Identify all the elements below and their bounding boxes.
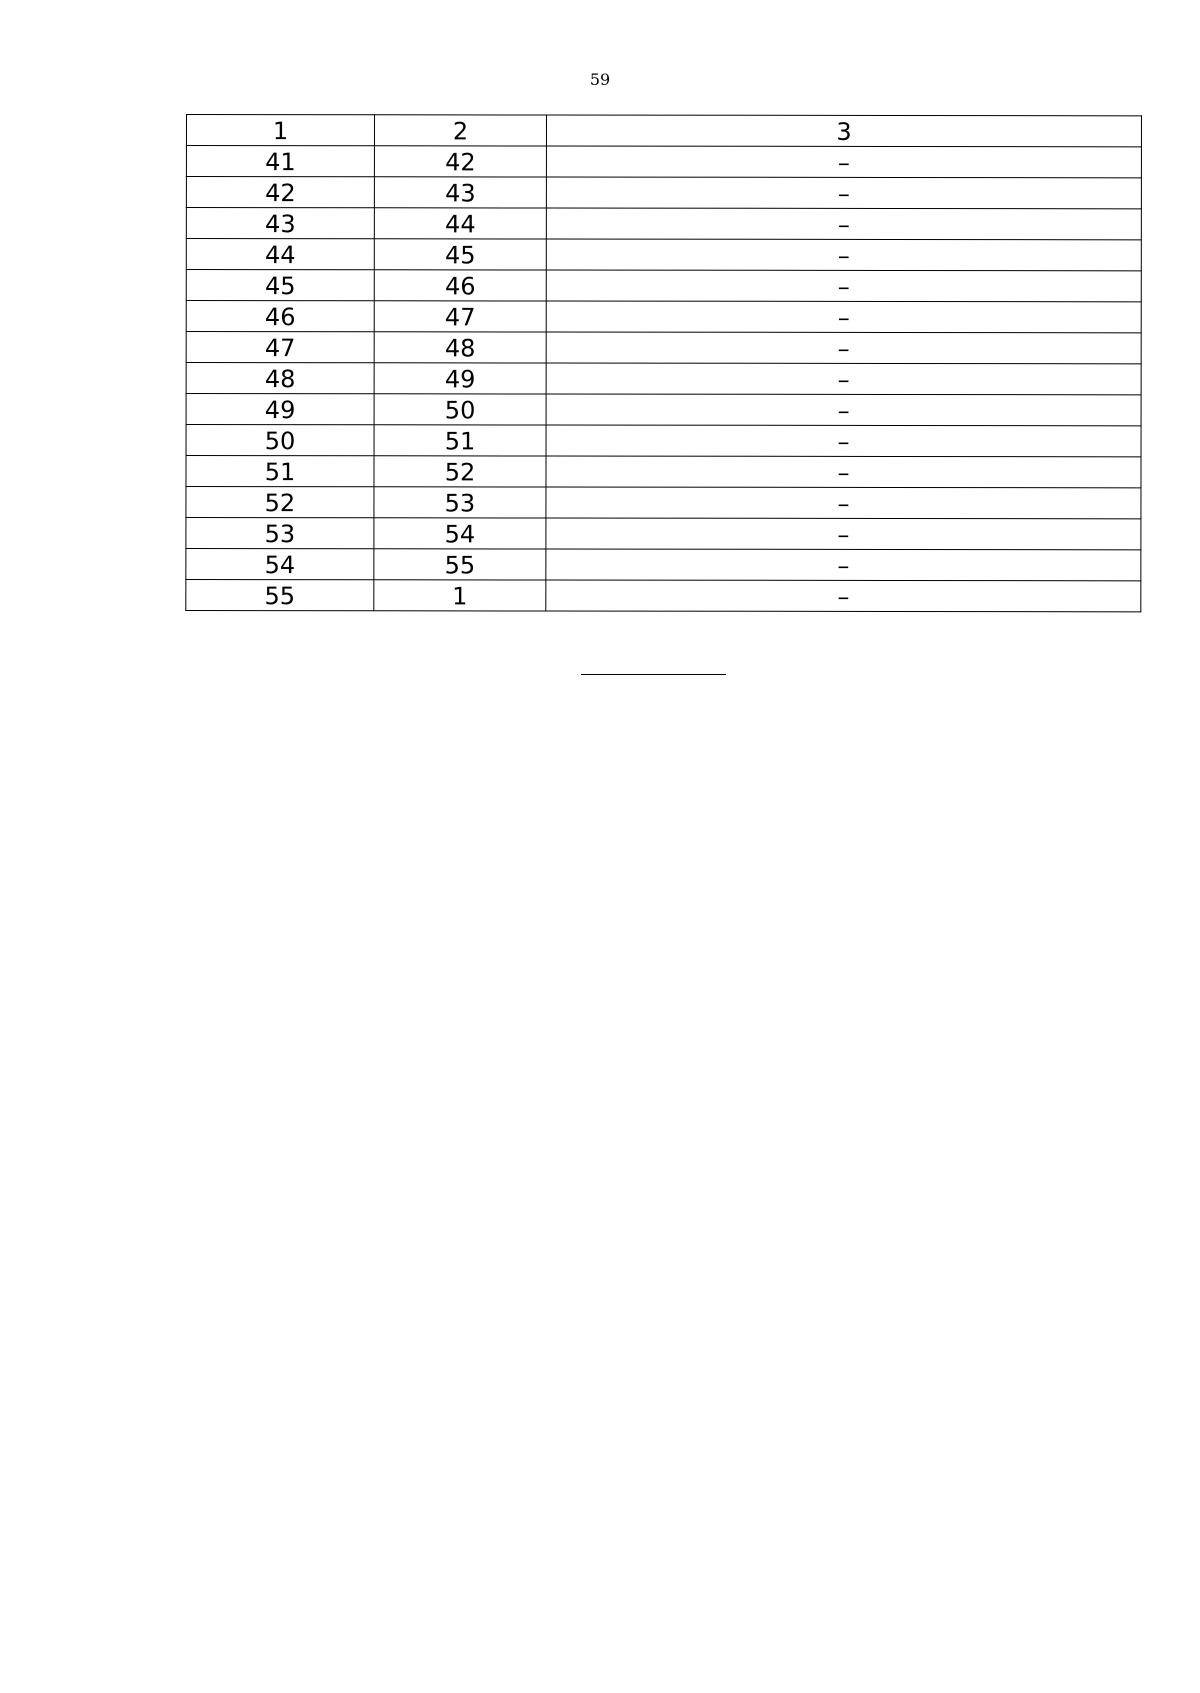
table-cell-col-3: –	[546, 270, 1141, 302]
table-body	[186, 115, 1142, 612]
table-cell-col-3: –	[546, 177, 1141, 209]
table-cell-col-1: 53	[186, 518, 374, 549]
table-cell-col-2: 48	[374, 332, 546, 363]
column-header-2: 2	[374, 115, 546, 146]
table-cell-col-1: 43	[186, 208, 374, 239]
table-cell-col-2: 54	[374, 518, 546, 549]
table-cell-col-2: 52	[374, 456, 546, 487]
table-row	[186, 146, 1141, 178]
table-cell-col-1: 48	[186, 363, 374, 394]
table-cell-col-3: –	[546, 301, 1141, 333]
table-cell-col-1: 50	[186, 425, 374, 456]
table-cell-col-2: 47	[374, 301, 546, 332]
table-cell-col-3: –	[546, 394, 1141, 426]
table-row	[186, 425, 1141, 457]
table-row	[186, 363, 1141, 395]
table-row	[186, 239, 1141, 271]
table-row	[186, 518, 1141, 550]
table-row	[186, 270, 1141, 302]
table-cell-col-3: –	[546, 332, 1141, 364]
table-cell-col-1: 54	[186, 549, 374, 580]
table-header-row	[186, 115, 1141, 147]
table-row	[186, 394, 1141, 426]
table-cell-col-3: –	[546, 146, 1141, 178]
table-cell-col-2: 50	[374, 394, 546, 425]
table-cell-col-2: 51	[374, 425, 546, 456]
table-cell-col-3: –	[546, 363, 1141, 395]
table-cell-col-1: 49	[186, 394, 374, 425]
table-cell-col-3: –	[546, 518, 1141, 550]
table-cell-col-3: –	[546, 580, 1141, 612]
table-cell-col-1: 44	[186, 239, 374, 270]
table-cell-col-3: –	[546, 425, 1141, 457]
column-header-3: 3	[546, 115, 1141, 147]
table-row	[186, 301, 1141, 333]
table-row	[186, 487, 1141, 519]
table-cell-col-3: –	[546, 487, 1141, 519]
table-cell-col-1: 41	[186, 146, 374, 177]
table-cell-col-2: 55	[374, 549, 546, 580]
table-cell-col-3: –	[546, 549, 1141, 581]
table-cell-col-1: 51	[186, 456, 374, 487]
table-cell-col-2: 43	[374, 177, 546, 208]
table-row	[186, 456, 1141, 488]
table-cell-col-2: 53	[374, 487, 546, 518]
table-cell-col-1: 46	[186, 301, 374, 332]
table-cell-col-2: 45	[374, 239, 546, 270]
table-cell-col-1: 55	[186, 580, 374, 611]
table-row	[186, 208, 1141, 240]
page-number: 59	[589, 70, 611, 89]
table-cell-col-2: 42	[374, 146, 546, 177]
table-row	[186, 549, 1141, 581]
table-cell-col-3: –	[546, 239, 1141, 271]
column-header-1: 1	[186, 115, 374, 146]
table-cell-col-3: –	[546, 456, 1141, 488]
table-cell-col-1: 42	[186, 177, 374, 208]
table-cell-col-2: 1	[374, 580, 546, 611]
table-row	[186, 177, 1141, 209]
table-cell-col-2: 49	[374, 363, 546, 394]
table-row	[186, 580, 1141, 612]
table-row	[186, 332, 1141, 364]
end-divider-line	[581, 674, 726, 675]
table-cell-col-1: 45	[186, 270, 374, 301]
table-cell-col-1: 47	[186, 332, 374, 363]
table-cell-col-3: –	[546, 208, 1141, 240]
table-cell-col-1: 52	[186, 487, 374, 518]
data-table	[185, 114, 1142, 612]
table-cell-col-2: 44	[374, 208, 546, 239]
table-cell-col-2: 46	[374, 270, 546, 301]
